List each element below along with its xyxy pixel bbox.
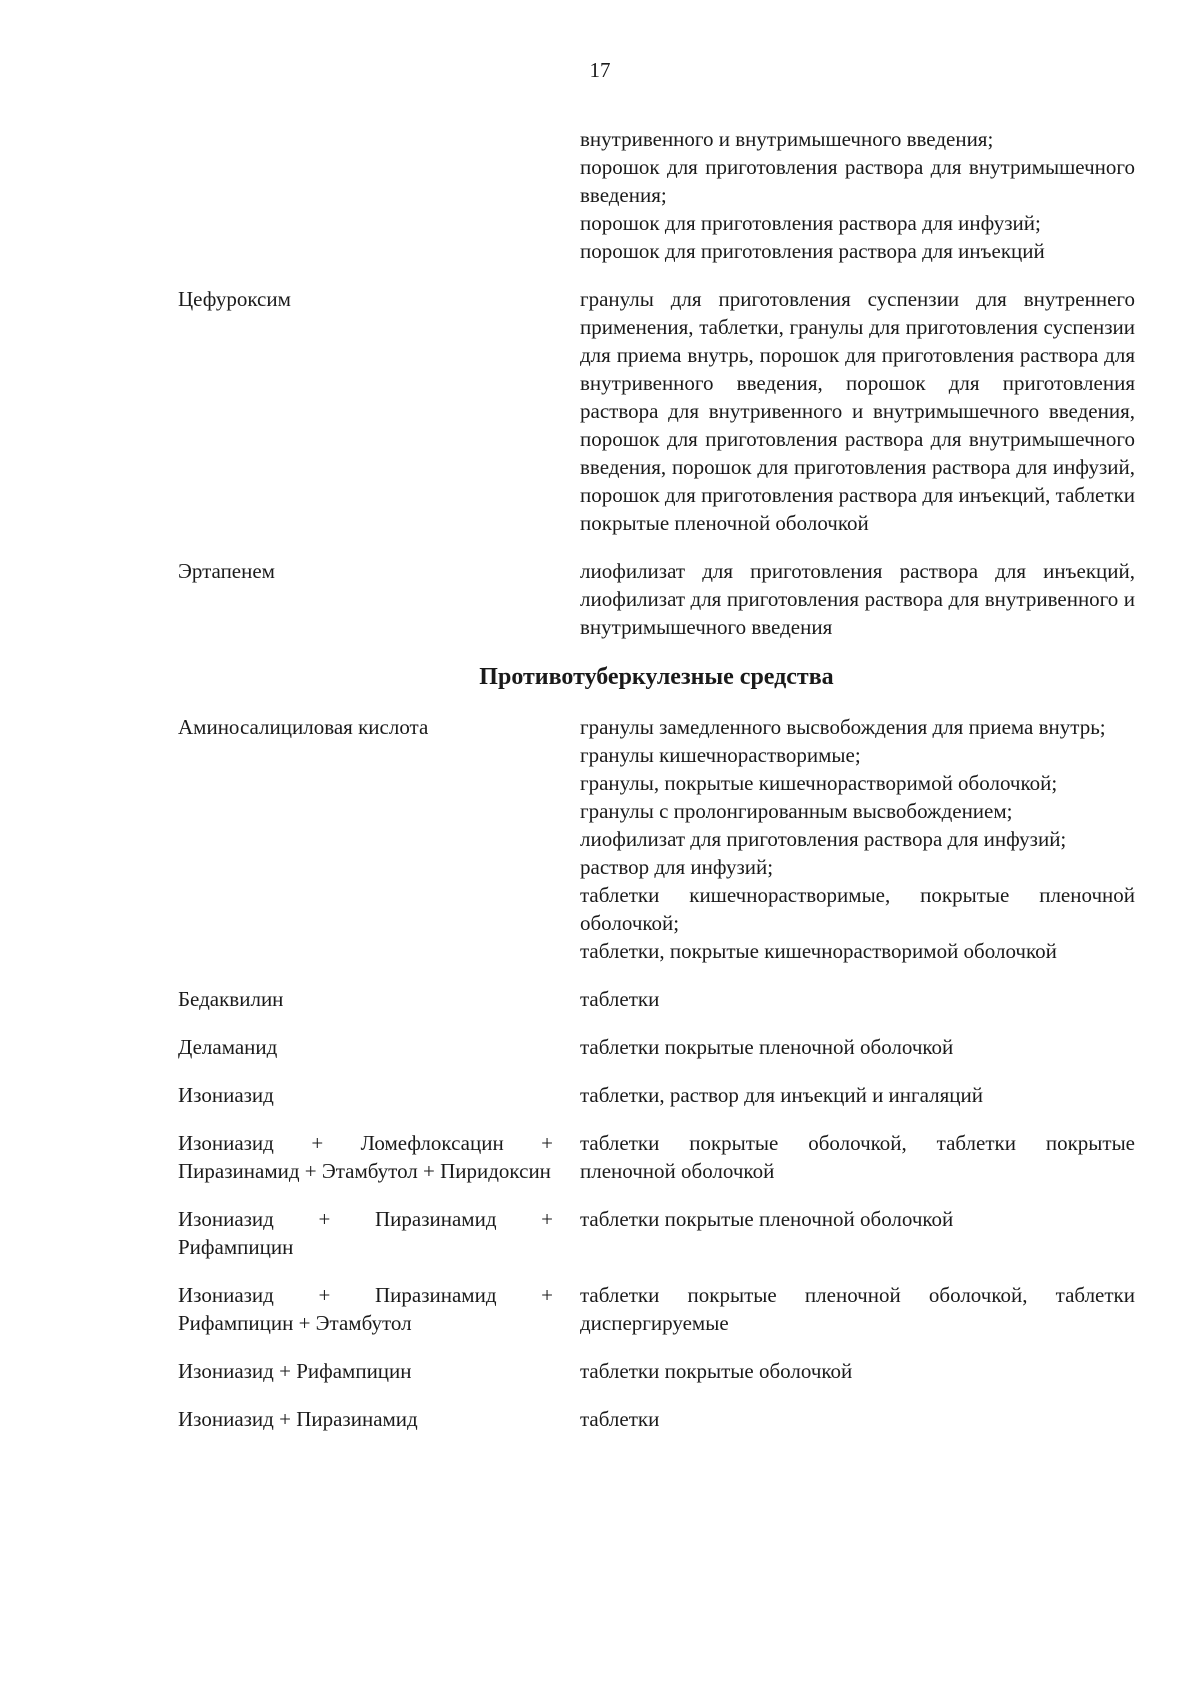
dosage-form-line: лиофилизат для приготовления раствора для инфузий; (580, 827, 1067, 851)
dosage-form-line: гранулы кишечнорастворимые; (580, 743, 861, 767)
dosage-form-line: лиофилизат для приготовления раствора для инъекций, лиофилизат для приготовления раствора для внутривенного и внутримышечного введения (580, 559, 1135, 639)
drug-row (178, 1033, 1135, 1061)
dosage-forms (580, 557, 1135, 641)
drug-row (178, 285, 1135, 537)
dosage-forms (580, 1033, 1135, 1061)
dosage-forms (580, 1205, 1135, 1261)
drug-name: Изониазид + Ломефлоксацин + Пиразинамид + Этамбутол + Пиридоксин (178, 1131, 553, 1183)
dosage-form-line: порошок для приготовления раствора для внутримышечного введения; (580, 155, 1135, 207)
drug-name: Бедаквилин (178, 987, 284, 1011)
drug-row (178, 1129, 1135, 1185)
drug-row (178, 1205, 1135, 1261)
dosage-form-line: порошок для приготовления раствора для инъекций (580, 239, 1045, 263)
drug-name: Изониазид + Пиразинамид + Рифампицин (178, 1207, 553, 1259)
drug-name: Изониазид + Рифампицин (178, 1359, 412, 1383)
drug-name: Изониазид (178, 1083, 274, 1107)
dosage-form-line: раствор для инфузий; (580, 855, 774, 879)
dosage-form-line: гранулы, покрытые кишечнорастворимой оболочкой; (580, 771, 1058, 795)
dosage-forms (580, 1405, 1135, 1433)
drug-row (178, 713, 1135, 965)
dosage-forms (580, 1281, 1135, 1337)
drug-row (178, 125, 1135, 265)
drug-row (178, 1081, 1135, 1109)
dosage-forms (580, 985, 1135, 1013)
drug-list (178, 125, 1135, 1453)
drug-row (178, 985, 1135, 1013)
dosage-form-line: таблетки (580, 1407, 660, 1431)
dosage-form-line: таблетки покрытые оболочкой (580, 1359, 853, 1383)
dosage-form-line: таблетки покрытые пленочной оболочкой (580, 1035, 954, 1059)
drug-row (178, 1281, 1135, 1337)
dosage-form-line: таблетки, раствор для инъекций и ингаляций (580, 1083, 984, 1107)
section-title: Противотуберкулезные средства (479, 664, 834, 690)
drug-row (178, 557, 1135, 641)
drug-name: Эртапенем (178, 559, 275, 583)
drug-name: Цефуроксим (178, 287, 291, 311)
drug-name: Изониазид + Пиразинамид (178, 1407, 418, 1431)
dosage-form-line: гранулы замедленного высвобождения для приема внутрь; (580, 715, 1106, 739)
drug-row (178, 1405, 1135, 1433)
dosage-form-line: таблетки кишечнорастворимые, покрытые пленочной оболочкой; (580, 883, 1135, 935)
dosage-form-line: внутривенного и внутримышечного введения; (580, 127, 994, 151)
dosage-form-line: порошок для приготовления раствора для инфузий; (580, 211, 1041, 235)
dosage-form-line: гранулы с пролонгированным высвобождением; (580, 799, 1013, 823)
drug-name: Деламанид (178, 1035, 278, 1059)
dosage-forms (580, 1081, 1135, 1109)
dosage-forms (580, 125, 1135, 265)
dosage-form-line: таблетки покрытые пленочной оболочкой (580, 1207, 954, 1231)
drug-name: Аминосалициловая кислота (178, 715, 429, 739)
dosage-form-line: таблетки (580, 987, 660, 1011)
dosage-form-line: таблетки, покрытые кишечнорастворимой оболочкой (580, 939, 1057, 963)
drug-row (178, 1357, 1135, 1385)
page-number: 17 (589, 58, 611, 82)
dosage-form-line: гранулы для приготовления суспензии для внутреннего применения, таблетки, гранулы для приготовления суспензии для приема внутрь, порошок для приготовления раствора для внутривенного введения, порошок для приготовления раствора для внутривенного и внутримышечного введения, порошок для приготовления раствора для внутримышечного введения, порошок для приготовления раствора для инфузий, порошок для приготовления раствора для инъекций, таблетки покрытые пленочной оболочкой (580, 287, 1135, 535)
dosage-forms (580, 713, 1135, 965)
drug-name: Изониазид + Пиразинамид + Рифампицин + Этамбутол (178, 1283, 553, 1335)
dosage-form-line: таблетки покрытые пленочной оболочкой, таблетки диспергируемые (580, 1283, 1135, 1335)
dosage-forms (580, 1357, 1135, 1385)
dosage-forms (580, 1129, 1135, 1185)
dosage-form-line: таблетки покрытые оболочкой, таблетки покрытые пленочной оболочкой (580, 1131, 1135, 1183)
dosage-forms (580, 285, 1135, 537)
